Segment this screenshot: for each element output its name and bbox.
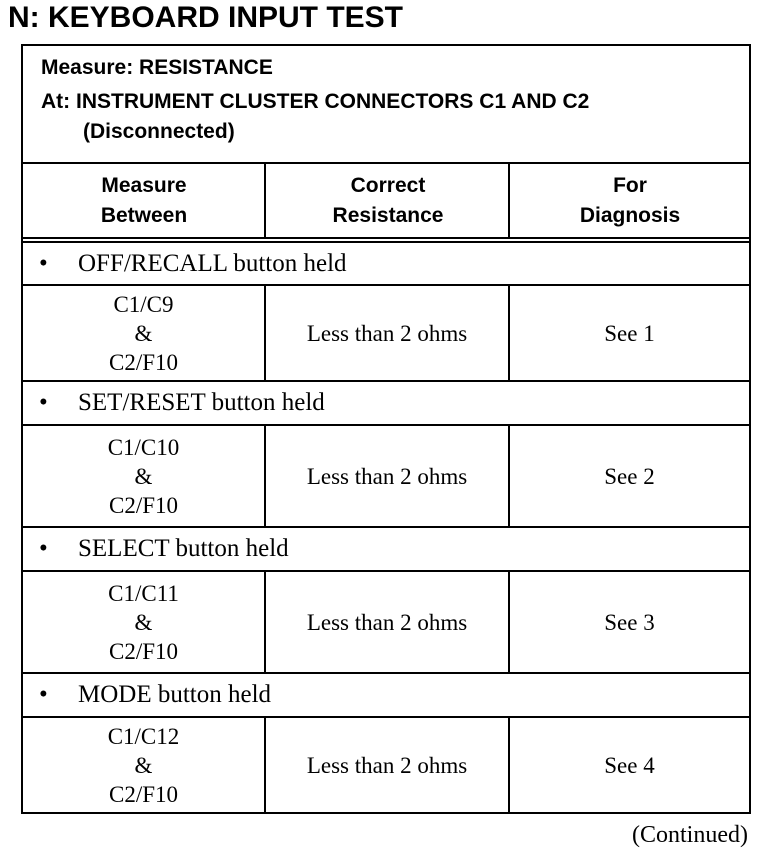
- divider: [508, 164, 510, 238]
- divider: [508, 572, 510, 672]
- resistance-cell: Less than 2 ohms: [306, 320, 468, 346]
- measure-between-cell: C1/C10 & C2/F10: [107, 434, 180, 518]
- column-header-for-diagnosis: For Diagnosis: [579, 174, 681, 227]
- column-header-correct-resistance: Correct Resistance: [332, 174, 444, 227]
- measure-between-cell: C1/C12 & C2/F10: [107, 723, 180, 807]
- bullet: •: [39, 535, 48, 562]
- page-title: N: KEYBOARD INPUT TEST: [8, 1, 404, 34]
- resistance-cell: Less than 2 ohms: [306, 609, 468, 635]
- diagnosis-cell: See 1: [604, 320, 655, 346]
- measure-label: Measure: RESISTANCE: [41, 56, 273, 79]
- location-label: At: INSTRUMENT CLUSTER CONNECTORS C1 AND C2: [41, 90, 590, 113]
- table-header: [21, 44, 751, 164]
- divider: [264, 164, 266, 238]
- divider: [508, 426, 510, 526]
- divider: [264, 286, 266, 380]
- measure-between-cell: C1/C9 & C2/F10: [108, 291, 179, 375]
- diagnosis-cell: See 4: [604, 752, 655, 778]
- continued-note: (Continued): [632, 822, 748, 848]
- divider: [508, 718, 510, 812]
- divider: [264, 572, 266, 672]
- section-heading: • SELECT button held: [23, 528, 749, 570]
- bullet: •: [39, 389, 48, 416]
- measure-between-cell: C1/C11 & C2/F10: [108, 580, 179, 664]
- diagnosis-cell: See 3: [604, 609, 655, 635]
- divider: [508, 286, 510, 380]
- location-note: (Disconnected): [83, 120, 235, 143]
- column-header-measure-between: Measure Between: [100, 174, 188, 227]
- resistance-cell: Less than 2 ohms: [306, 752, 468, 778]
- resistance-cell: Less than 2 ohms: [306, 463, 468, 489]
- bullet: •: [39, 681, 48, 708]
- divider: [264, 426, 266, 526]
- divider: [21, 237, 751, 239]
- diagnosis-cell: See 2: [604, 463, 655, 489]
- section-heading: • SET/RESET button held: [23, 382, 749, 424]
- section-heading: • OFF/RECALL button held: [23, 243, 749, 285]
- divider: [264, 718, 266, 812]
- section-heading: • MODE button held: [23, 674, 749, 716]
- bullet: •: [39, 250, 48, 277]
